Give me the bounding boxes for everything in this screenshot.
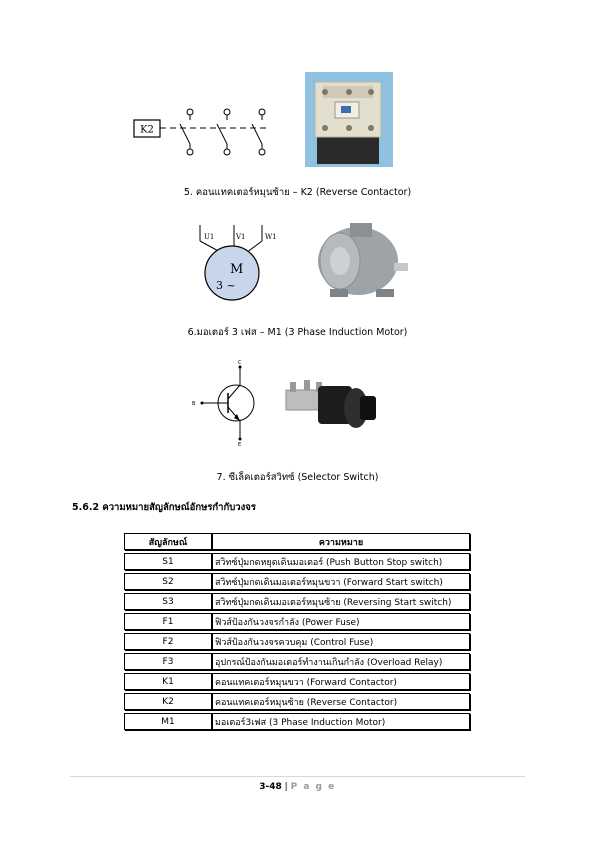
figure-caption: 5. คอนแทคเตอร์หมุนซ้าย – K2 (Reverse Contactor)	[183, 187, 412, 198]
meaning-cell: สวิทซ์ปุ่มกดหยุดเดินมอเตอร์ (Push Button Stop switch)	[212, 553, 470, 570]
table-row	[124, 593, 470, 610]
symbol-cell: F1	[124, 613, 212, 630]
meaning-cell: อุปกรณ์ป้องกันมอเตอร์ทำงานเกินกำลัง (Overload Relay)	[212, 653, 470, 670]
meaning-cell: มอเตอร์3เฟส (3 Phase Induction Motor)	[212, 713, 470, 730]
contactor-photo	[305, 72, 393, 167]
footer-divider	[70, 776, 525, 777]
terminal-label: C	[238, 360, 242, 366]
table-row	[124, 713, 470, 730]
contactor-symbol-diagram	[128, 100, 278, 160]
terminal-label: V1	[236, 233, 246, 241]
terminal-label: E	[238, 442, 242, 448]
meaning-cell: ฟิวส์ป้องกันวงจรควบคุม (Control Fuse)	[212, 633, 470, 650]
page-footer	[0, 782, 595, 792]
page-word: P a g e	[290, 782, 336, 792]
meaning-cell: ฟิวส์ป้องกันวงจรกำลัง (Power Fuse)	[212, 613, 470, 630]
table-header-cell: สัญลักษณ์	[124, 533, 212, 550]
table-row	[124, 553, 470, 570]
section-title: 5.6.2 ความหมายสัญลักษณ์อักษรกำกับวงจร	[72, 502, 256, 513]
figure-caption: 7. ซีเล็คเตอร์สวิทซ์ (Selector Switch)	[216, 472, 379, 483]
terminal-label: U1	[204, 233, 215, 241]
table-row	[124, 633, 470, 650]
symbol-meaning-table	[124, 530, 470, 733]
table-row	[124, 573, 470, 590]
symbol-cell: S3	[124, 593, 212, 610]
terminal-label: W1	[265, 233, 277, 241]
terminal-label: B	[192, 401, 196, 407]
table-row	[124, 693, 470, 710]
footer-separator: |	[284, 782, 288, 792]
symbol-cell: S2	[124, 573, 212, 590]
symbol-cell: K1	[124, 673, 212, 690]
table-header-cell: ความหมาย	[212, 533, 470, 550]
contactor-symbol-label: K2	[140, 124, 154, 136]
symbol-cell: S1	[124, 553, 212, 570]
motor-symbol-m: M	[230, 262, 244, 277]
page-number: 3-48	[259, 782, 282, 792]
selector-switch-photo	[282, 372, 382, 434]
figure-caption: 6.มอเตอร์ 3 เฟส – M1 (3 Phase Induction Motor)	[187, 327, 408, 338]
symbol-cell: K2	[124, 693, 212, 710]
motor-symbol-phase: 3 ~	[216, 279, 236, 292]
symbol-cell: F3	[124, 653, 212, 670]
selector-switch-symbol-diagram	[188, 355, 278, 450]
table-row	[124, 653, 470, 670]
meaning-cell: สวิทซ์ปุ่มกดเดินมอเตอร์หมุนขวา (Forward Start switch)	[212, 573, 470, 590]
table-row	[124, 613, 470, 630]
table-header-row	[124, 533, 470, 550]
meaning-cell: สวิทซ์ปุ่มกดเดินมอเตอร์หมุนซ้าย (Reversing Start switch)	[212, 593, 470, 610]
motor-photo	[310, 215, 415, 303]
meaning-cell: คอนแทคเตอร์หมุนขวา (Forward Contactor)	[212, 673, 470, 690]
motor-symbol-diagram	[190, 225, 290, 310]
symbol-cell: F2	[124, 633, 212, 650]
table-row	[124, 673, 470, 690]
symbol-cell: M1	[124, 713, 212, 730]
meaning-cell: คอนแทคเตอร์หมุนซ้าย (Reverse Contactor)	[212, 693, 470, 710]
